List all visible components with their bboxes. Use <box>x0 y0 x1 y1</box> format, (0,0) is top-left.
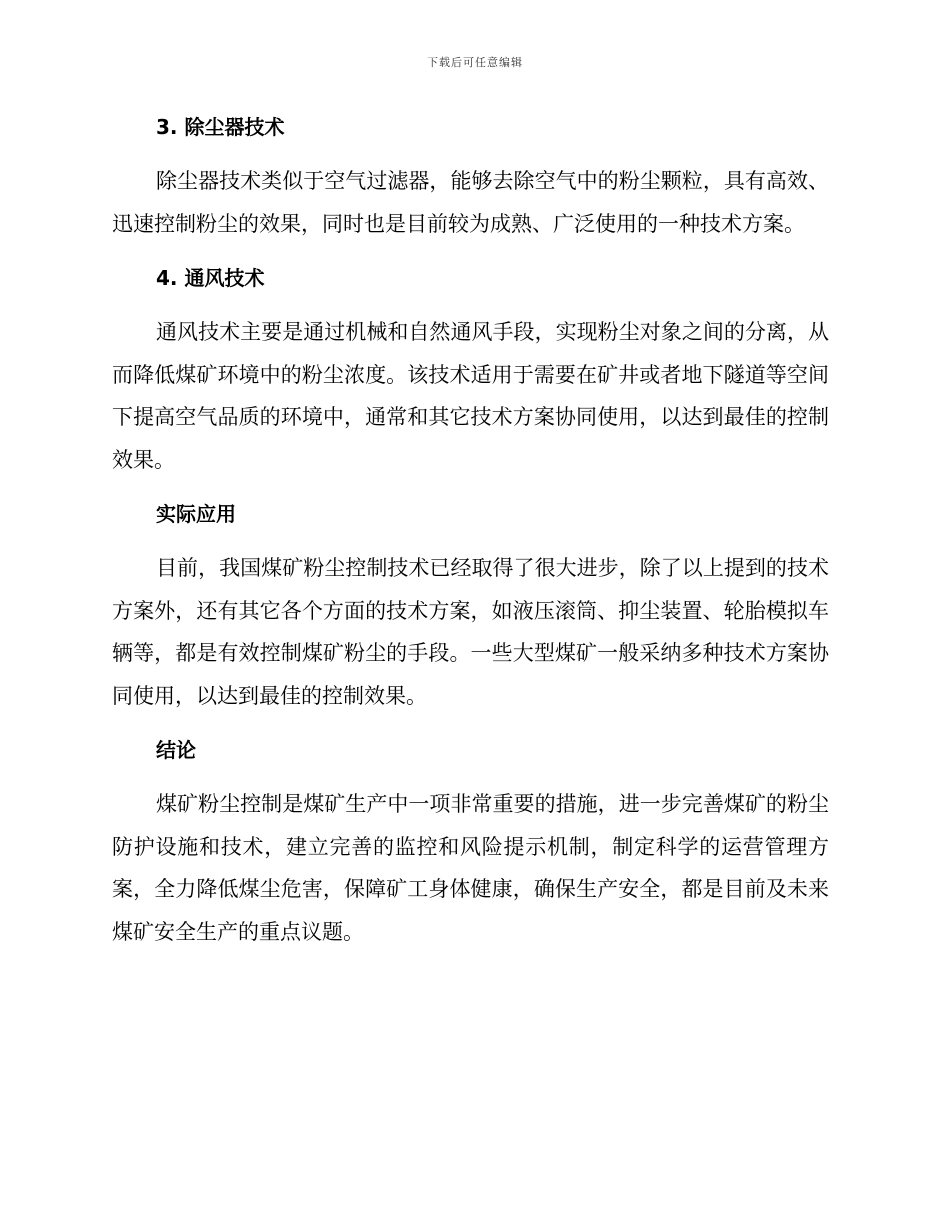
section-heading-conclusion: 结论 <box>156 738 196 762</box>
section-paragraph-dust-collector: 除尘器技术类似于空气过滤器，能够去除空气中的粉尘颗粒，具有高效、迅速控制粉尘的效果，同时也是目前较为成熟、广泛使用的一种技术方案。 <box>112 169 829 236</box>
document-body <box>112 106 829 965</box>
section-heading-ventilation: 4. 通风技术 <box>156 266 265 290</box>
section-paragraph-application: 目前，我国煤矿粉尘控制技术已经取得了很大进步，除了以上提到的技术方案外，还有其它各个方面的技术方案，如液压滚筒、抑尘装置、轮胎模拟车辆等，都是有效控制煤矿粉尘的手段。一些大型煤矿一般采纳多种技术方案协同使用，以达到最佳的控制效果。 <box>112 556 829 708</box>
section-paragraph-ventilation: 通风技术主要是通过机械和自然通风手段，实现粉尘对象之间的分离，从而降低煤矿环境中的粉尘浓度。该技术适用于需要在矿井或者地下隧道等空间下提高空气品质的环境中，通常和其它技术方案协同使用，以达到最佳的控制效果。 <box>112 320 829 472</box>
section-paragraph-conclusion: 煤矿粉尘控制是煤矿生产中一项非常重要的措施，进一步完善煤矿的粉尘防护设施和技术，建立完善的监控和风险提示机制，制定科学的运营管理方案，全力降低煤尘危害，保障矿工身体健康，确保生产安全，都是目前及未来煤矿安全生产的重点议题。 <box>112 792 829 944</box>
section-heading-application: 实际应用 <box>156 502 236 526</box>
header-note: 下载后可任意编辑 <box>427 56 523 69</box>
section-heading-dust-collector: 3. 除尘器技术 <box>156 115 285 139</box>
